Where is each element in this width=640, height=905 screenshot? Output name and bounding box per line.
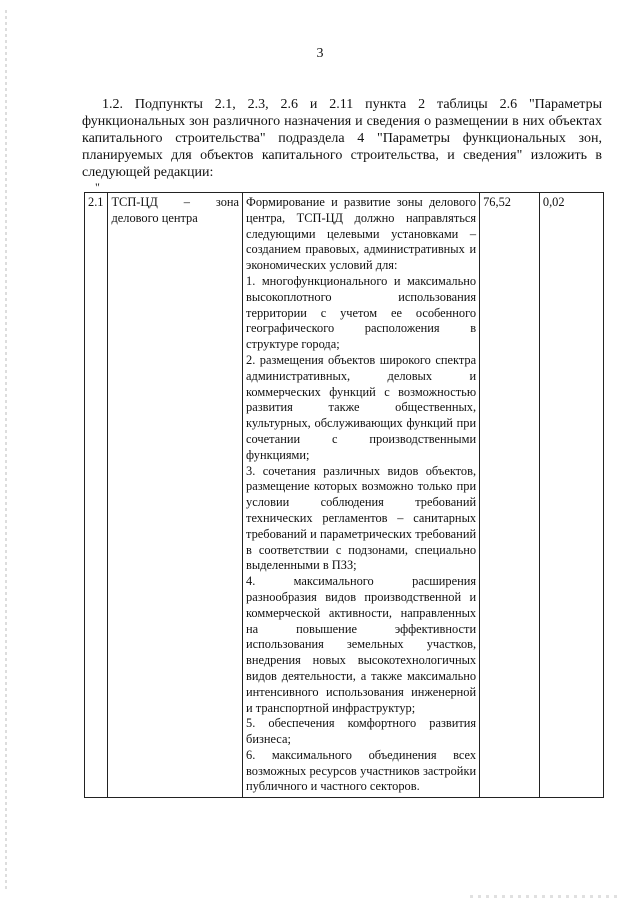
description-paragraph: 4. максимального расширения разнообразия видов производственной и коммерческой активности, направленных на повышение эффективности использования земельных участков, внедрения новых высокотехнологичных видов деятельности, а также максимально интенсивного использования инженерной и транспортной инфраструктур; <box>246 574 477 715</box>
description-paragraph: 2. размещения объектов широкого спектра административных, деловых и коммерческих функций с возможностью развития также общественных, культурных, обслуживающих функций при сочетании с производственными функциями; <box>246 352 477 462</box>
scan-bottom-marks <box>470 895 620 898</box>
functional-zones-table <box>84 192 604 798</box>
zone-share-cell: 0,02 <box>539 193 603 798</box>
description-paragraph: 3. сочетания различных видов объектов, размещение которых возможно только при условии соблюдения требований технических регламентов – санитарных требований и параметрических требований в соответствии с подзонами, специально выделенными в ПЗЗ; <box>246 463 477 573</box>
opening-quote-mark: " <box>95 180 100 194</box>
zone-name-cell: ТСП-ЦД – зона делового центра <box>108 193 243 798</box>
description-paragraph: 5. обеспечения комфортного развития бизнеса; <box>246 716 477 747</box>
description-paragraph: Формирование и развитие зоны делового центра, ТСП-ЦД должно направляться следующими целевыми установками – созданием правовых, административных и экономических условий для: <box>246 195 477 273</box>
zone-description-cell <box>243 193 480 798</box>
description-paragraph: 6. максимального объединения всех возможных ресурсов участников застройки публичного и частного секторов. <box>246 747 477 794</box>
scan-edge-marks <box>5 10 7 890</box>
row-number-cell: 2.1 <box>85 193 108 798</box>
table-row <box>85 193 604 798</box>
description-paragraph: 1. многофункционального и максимально высокоплотного использования территории с учетом ее особенного географического расположения в структуре города; <box>246 273 477 352</box>
page-number: 3 <box>316 46 324 61</box>
zone-area-cell: 76,52 <box>480 193 540 798</box>
amendment-intro-paragraph: 1.2. Подпункты 2.1, 2.3, 2.6 и 2.11 пункта 2 таблицы 2.6 "Параметры функциональных зон различного назначения и сведения о размещении в них объектах капитального строительства" подраздела 4 "Параметры функциональных зон, планируемых для объектов капитального строительства, и сведения" изложить в следующей редакции: <box>82 97 602 180</box>
